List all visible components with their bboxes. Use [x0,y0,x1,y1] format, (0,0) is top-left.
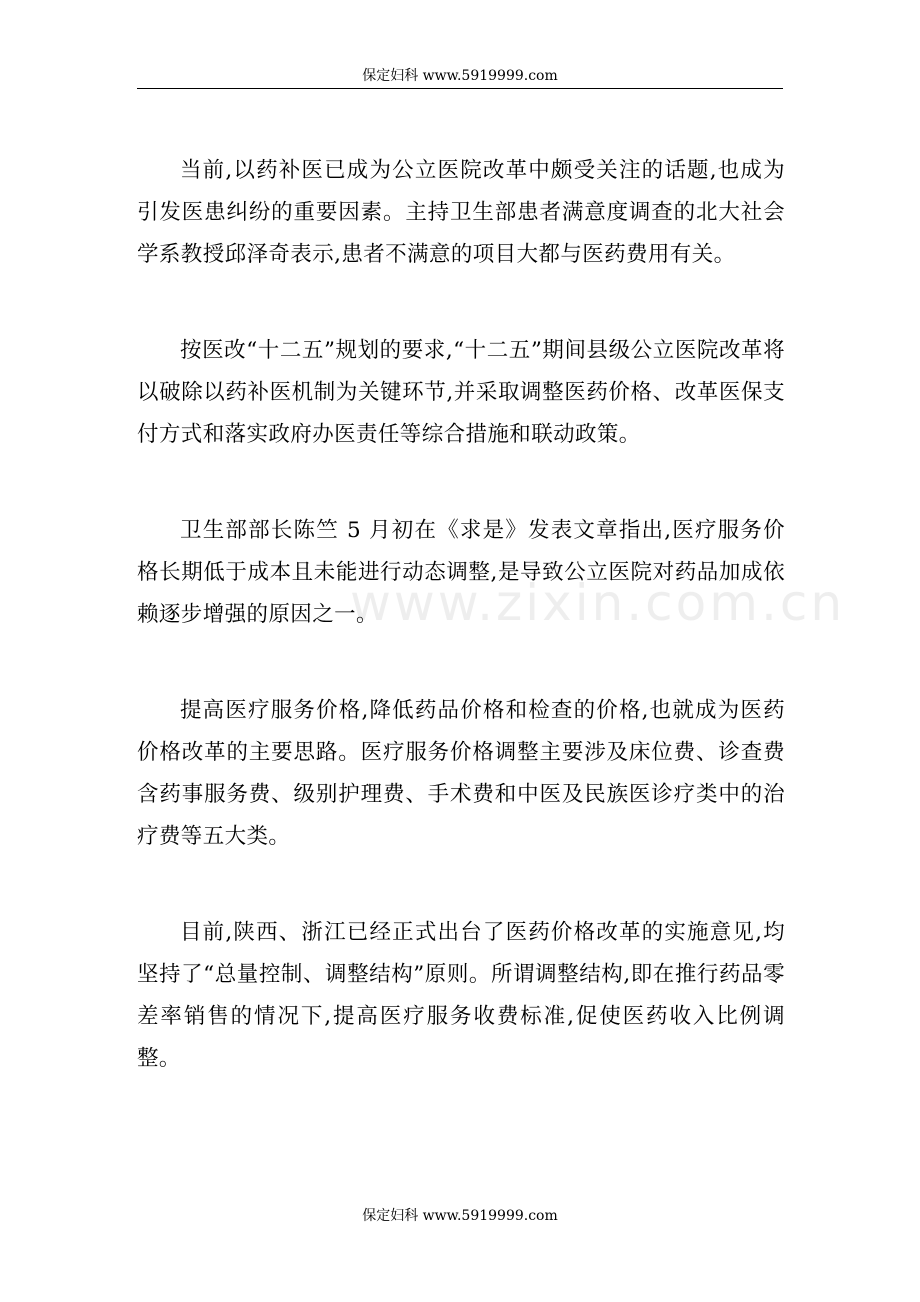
document-body [137,150,785,1134]
watermark: www.zixin.com.cn [350,574,846,632]
paragraph-3: 卫生部部长陈竺 5 月初在《求是》发表文章指出,医疗服务价格长期低于成本且未能进行动态调整,是导致公立医院对药品加成依赖逐步增强的原因之一。 [137,518,785,627]
page-footer: 保定妇科 www.5919999.com [362,1208,558,1224]
paragraph-2: 按医改“十二五”规划的要求,“十二五”期间县级公立医院改革将以破除以药补医机制为关键环节,并采取调整医药价格、改革医保支付方式和落实政府办医责任等综合措施和联动政策。 [137,338,785,447]
header-divider [137,88,783,89]
paragraph-5: 目前,陕西、浙江已经正式出台了医药价格改革的实施意见,均坚持了“总量控制、调整结构”原则。所谓调整结构,即在推行药品零差率销售的情况下,提高医疗服务收费标准,促使医药收入比例调整。 [137,920,785,1071]
paragraph-1: 当前,以药补医已成为公立医院改革中颇受关注的话题,也成为引发医患纠纷的重要因素。主持卫生部患者满意度调查的北大社会学系教授邱泽奇表示,患者不满意的项目大都与医药费用有关。 [137,158,785,267]
paragraph-4: 提高医疗服务价格,降低药品价格和检查的价格,也就成为医药价格改革的主要思路。医疗服务价格调整主要涉及床位费、诊查费含药事服务费、级别护理费、手术费和中医及民族医诊疗类中的治疗费等五大类。 [137,698,785,849]
page-header: 保定妇科 www.5919999.com [362,68,558,84]
